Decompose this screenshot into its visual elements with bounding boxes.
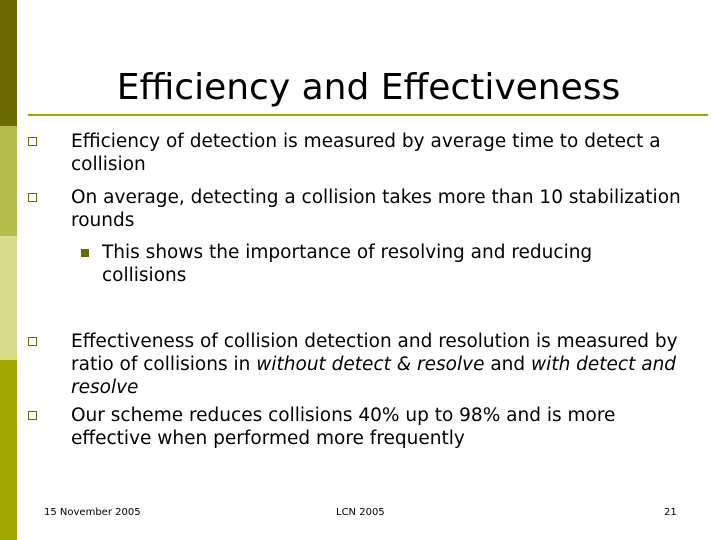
filled-square-bullet-icon — [81, 249, 89, 257]
bullet-text — [71, 330, 698, 399]
bullet-effectiveness — [28, 330, 698, 399]
bullet-text-part: Effectiveness of collision detection and resolution is measured by ratio of collisions in — [71, 331, 678, 375]
bar-segment-olive — [0, 360, 17, 540]
bullet-scheme — [28, 404, 698, 450]
hollow-square-bullet-icon — [28, 337, 37, 346]
bullet-text: On average, detecting a collision takes more than 10 stabilization rounds — [71, 187, 681, 231]
title-divider — [28, 114, 708, 116]
bullet-efficiency — [28, 130, 698, 176]
slide-number: 21 — [664, 507, 677, 518]
sub-bullet-text: This shows the importance of resolving and reducing collisions — [102, 242, 593, 286]
bar-segment-mid — [0, 126, 17, 236]
bullet-text-part: and — [484, 354, 532, 375]
bullet-text-emphasis: without detect & resolve — [256, 354, 485, 375]
left-decorative-bar — [0, 0, 17, 540]
sub-bullet-importance — [81, 241, 681, 287]
footer-conference: LCN 2005 — [336, 507, 385, 518]
bullet-average — [28, 186, 698, 232]
bullet-text: Efficiency of detection is measured by average time to detect a collision — [71, 131, 661, 175]
hollow-square-bullet-icon — [28, 193, 37, 202]
hollow-square-bullet-icon — [28, 411, 37, 420]
bar-segment-dark — [0, 0, 17, 126]
bar-segment-light — [0, 236, 17, 360]
bullet-text-emphasis: with detect and resolve — [71, 354, 677, 398]
slide-title: Efficiency and Effectiveness — [116, 67, 621, 108]
bullet-text: Our scheme reduces collisions 40% up to 98% and is more effective when performed more frequently — [71, 405, 616, 449]
hollow-square-bullet-icon — [28, 137, 37, 146]
footer-date: 15 November 2005 — [44, 507, 141, 518]
